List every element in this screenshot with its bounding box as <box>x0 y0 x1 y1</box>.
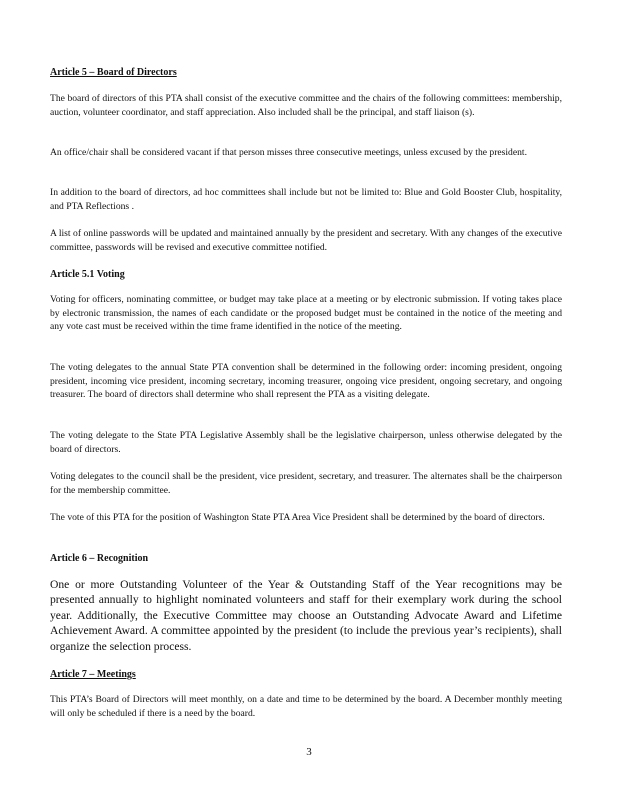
page-number: 3 <box>306 746 312 758</box>
article-5-paragraph-2: An office/chair shall be considered vacant if that person misses three consecutive meetings, unless excused by the president. <box>50 147 527 158</box>
article-5-paragraph-3: In addition to the board of directors, ad hoc committees shall include but not be limited to: Blue and Gold Booster Club, hospitality, and PTA Reflections . <box>50 187 562 212</box>
article-6-paragraph-1: One or more Outstanding Volunteer of the Year & Outstanding Staff of the Year recognitions may be presented annually to highlight nominated volunteers and staff for their exemplary work during the school year. Additionally, the Executive Committee may choose an Outstanding Advocate Award and Lifetime Achievement Award. A committee appointed by the president (to include the previous year’s recipients), shall organize the selection process. <box>50 578 562 653</box>
article-5-paragraph-1: The board of directors of this PTA shall consist of the executive committee and the chairs of the following committees: membership, auction, volunteer coordinator, and staff appreciation. Also included shall be the principal, and staff liaison (s). <box>50 93 562 118</box>
article-5-1-paragraph-4: Voting delegates to the council shall be the president, vice president, secretary, and treasurer. The alternates shall be the chairperson for the membership committee. <box>50 471 562 496</box>
article-5-paragraph-4: A list of online passwords will be updated and maintained annually by the president and secretary. With any changes of the executive committee, passwords will be revised and executive committee notified. <box>50 228 562 253</box>
article-7-heading: Article 7 – Meetings <box>50 669 136 680</box>
article-5-1-paragraph-2: The voting delegates to the annual State PTA convention shall be determined in the following order: incoming president, ongoing president, incoming vice president, incoming secretary, incoming treasurer, ongoing vice president, ongoing secretary, and ongoing treasurer. The board of directors shall determine who shall represent the PTA as a visiting delegate. <box>50 362 562 401</box>
article-5-1-paragraph-1: Voting for officers, nominating committee, or budget may take place at a meeting or by electronic submission. If voting takes place by electronic transmission, the names of each candidate or the proposed budget must be contained in the notice of the meeting and any vote cast must be received within the time frame identified in the notice of the meeting. <box>50 294 562 333</box>
article-5-1-heading: Article 5.1 Voting <box>50 269 125 280</box>
article-5-1-paragraph-5: The vote of this PTA for the position of Washington State PTA Area Vice President shall be determined by the board of directors. <box>50 512 545 523</box>
article-6-heading: Article 6 – Recognition <box>50 553 149 564</box>
article-5-heading: Article 5 – Board of Directors <box>50 67 177 78</box>
article-7-paragraph-1: This PTA’s Board of Directors will meet monthly, on a date and time to be determined by the board. A December monthly meeting will only be scheduled if there is a need by the board. <box>50 694 562 719</box>
article-5-1-paragraph-3: The voting delegate to the State PTA Legislative Assembly shall be the legislative chairperson, unless otherwise delegated by the board of directors. <box>50 430 562 455</box>
